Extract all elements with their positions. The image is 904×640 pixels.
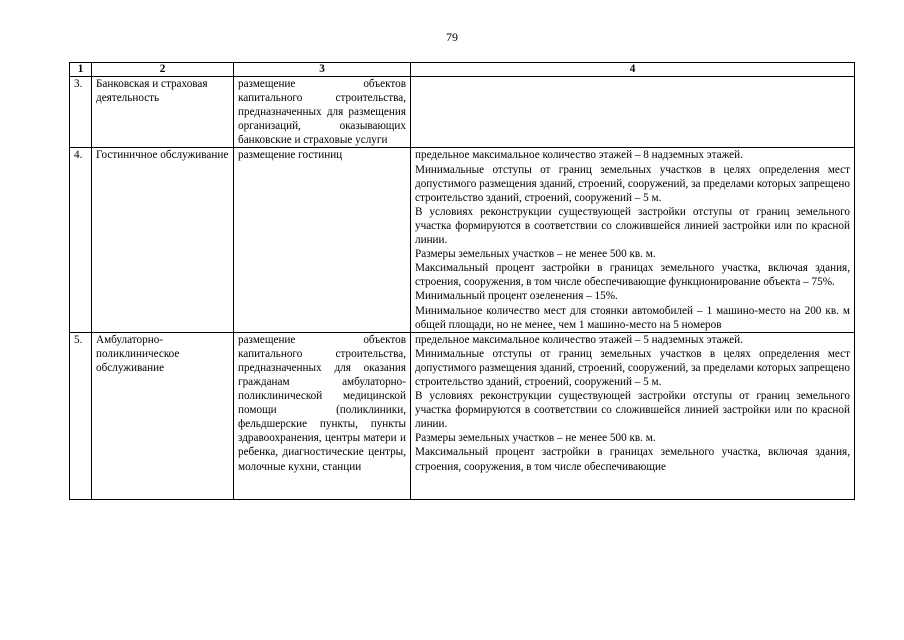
- header-col-2: 2: [92, 63, 234, 77]
- parameter-line: Минимальный процент озеленения – 15%.: [415, 290, 618, 303]
- use-type-description-text: размещение объектов капитального строительства, предназначенных для оказания гражданам амбулаторно-поликлинической медицинской помощи (поликлиники, фельдшерские пункты, пункты здравоохранения, центры матери и ребенка, диагностические центры, молочные кухни, станции: [238, 333, 406, 473]
- table-row: [70, 332, 855, 499]
- parameter-line: В условиях реконструкции существующей застройки отступы от границ земельного участка формируются в соответствии со сложившейся линией застройки или по красной линии.: [415, 205, 850, 247]
- use-type-description: [234, 332, 411, 499]
- row-number: 4.: [70, 148, 92, 332]
- header-col-4: 4: [411, 63, 855, 77]
- row-number-text: 5.: [74, 333, 83, 346]
- parameter-block: [415, 333, 850, 499]
- parameter-line: Минимальные отступы от границ земельных участков в целях определения мест допустимого размещения зданий, строений, сооружений, за пределами которых запрещено строительство зданий, строений, сооружений – 5 м.: [415, 163, 850, 204]
- use-type-parameters: [411, 332, 855, 499]
- table-header-row: [70, 63, 855, 77]
- parameter-line: Размеры земельных участков – не менее 500 кв. м.: [415, 432, 656, 445]
- row-number: 3.: [70, 77, 92, 148]
- parameter-line: Максимальный процент застройки в границах земельного участка, включая здания, строения, сооружения, в том числе обеспечивающие функционирование объекта – 75%.: [415, 262, 850, 289]
- use-type-name-text: Амбулаторно-поликлиническое обслуживание: [96, 333, 180, 374]
- use-type-parameters: [411, 148, 855, 332]
- parameter-line: Минимальные отступы от границ земельных участков в целях определения мест допустимого размещения зданий, строений, сооружений, за пределами которых запрещено строительство зданий, строений, сооружений – 5 м.: [415, 347, 850, 388]
- use-type-name: Гостиничное обслуживание: [92, 148, 234, 332]
- parameter-line: предельное максимальное количество этажей – 8 надземных этажей.: [415, 149, 743, 162]
- parameter-line: Размеры земельных участков – не менее 500 кв. м.: [415, 248, 656, 261]
- use-type-name: [92, 332, 234, 499]
- table-row: [70, 148, 855, 332]
- use-type-name: Банковская и страховая деятельность: [92, 77, 234, 148]
- parameter-line: В условиях реконструкции существующей застройки отступы от границ земельного участка формируются в соответствии со сложившейся линией застройки или по красной линии.: [415, 390, 850, 431]
- land-use-table: [69, 62, 855, 500]
- use-type-description: размещение объектов капитального строительства, предназначенных для размещения организаций, оказывающих банковские и страховые услуги: [234, 77, 411, 148]
- parameter-line: предельное максимальное количество этажей – 5 надземных этажей.: [415, 333, 743, 346]
- header-col-1: 1: [70, 63, 92, 77]
- parameter-line: Максимальный процент застройки в границах земельного участка, включая здания, строения, сооружения, в том числе обеспечивающие: [415, 446, 850, 473]
- use-type-description: размещение гостиниц: [234, 148, 411, 332]
- parameter-line: Минимальное количество мест для стоянки автомобилей – 1 машино-место на 200 кв. м общей площади, но не менее, чем 1 машино-место на 5 номеров: [415, 304, 850, 331]
- use-type-parameters: [411, 77, 855, 148]
- header-col-3: 3: [234, 63, 411, 77]
- table-row: [70, 77, 855, 148]
- row-number: [70, 332, 92, 499]
- page-number: 79: [446, 30, 458, 44]
